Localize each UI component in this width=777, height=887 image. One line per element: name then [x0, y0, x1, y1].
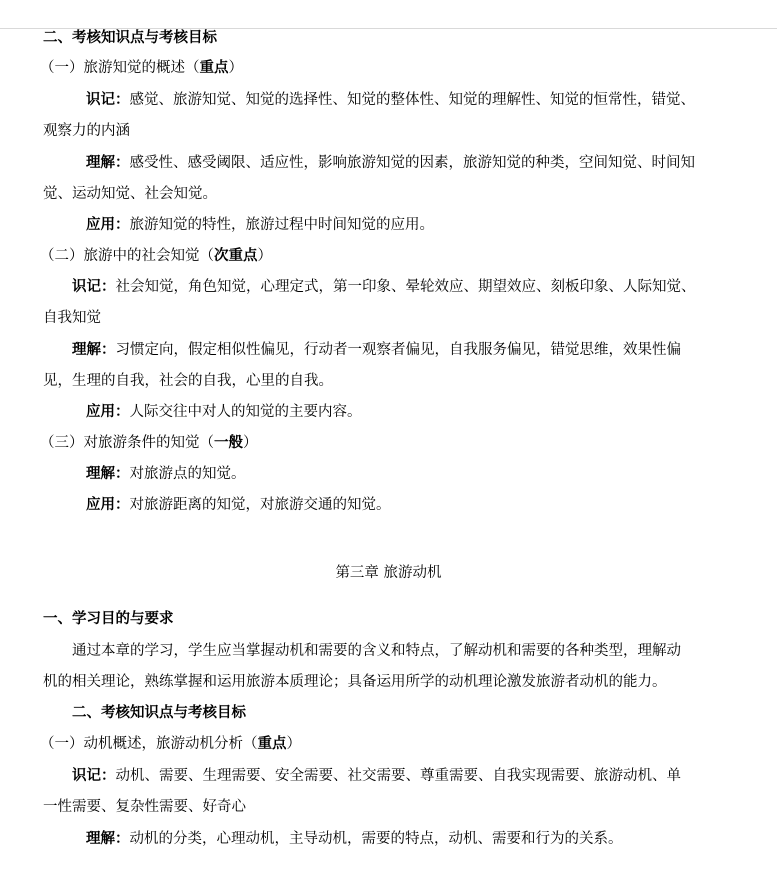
memorize-line [86, 90, 695, 110]
understand-label: 理解： [86, 465, 130, 482]
section-heading-assessment: 二、考核知识点与考核目标 [72, 704, 246, 721]
apply-text: 旅游知觉的特性，旅游过程中时间知觉的应用。 [129, 217, 434, 233]
understand-text: 习惯定向，假定相似性偏见，行动者一观察者偏见，自我服务偏见，错觉思维，效果性偏 [115, 342, 681, 358]
apply-label: 应用： [86, 403, 130, 420]
understand-continuation: 见，生理的自我，社会的自我，心里的自我。 [43, 373, 333, 389]
memorize-text: 感觉、旅游知觉、知觉的选择性、知觉的整体性、知觉的理解性、知觉的恒常性，错觉、 [129, 92, 695, 108]
subsection-heading-1 [40, 734, 301, 754]
understand-text: 对旅游点的知觉。 [129, 466, 246, 482]
memorize-line [72, 277, 696, 297]
importance-tag: 次重点 [214, 247, 258, 264]
apply-label: 应用： [86, 216, 130, 233]
subsection-heading-close: ） [257, 248, 272, 264]
subsection-heading-text: （一）旅游知觉的概述（ [40, 60, 200, 76]
subsection-heading-3 [40, 433, 258, 453]
subsection-heading-close: ） [228, 60, 243, 76]
apply-text: 人际交往中对人的知觉的主要内容。 [129, 404, 362, 420]
subsection-heading-2 [40, 246, 272, 266]
objectives-paragraph-continuation: 机的相关理论，熟练掌握和运用旅游本质理论；具备运用所学的动机理论激发旅游者动机的能力。 [43, 674, 667, 690]
subsection-heading-close: ） [243, 435, 258, 451]
subsection-heading-1 [40, 58, 243, 78]
understand-text: 感受性、感受阈限、适应性，影响旅游知觉的因素，旅游知觉的种类，空间知觉、时间知 [129, 155, 695, 171]
understand-line [86, 464, 246, 484]
importance-tag: 一般 [214, 434, 243, 451]
subsection-heading-text: （三）对旅游条件的知觉（ [40, 435, 214, 451]
memorize-text: 社会知觉，角色知觉，心理定式，第一印象、晕轮效应、期望效应、刻板印象、人际知觉、 [115, 279, 696, 295]
memorize-continuation: 自我知觉 [43, 310, 101, 326]
importance-tag: 重点 [257, 735, 287, 752]
importance-tag: 重点 [199, 59, 229, 76]
memorize-continuation: 观察力的内涵 [43, 123, 130, 139]
memorize-line [72, 766, 681, 786]
objectives-paragraph: 通过本章的学习，学生应当掌握动机和需要的含义和特点，了解动机和需要的各种类型，理解动 [72, 643, 681, 659]
apply-text: 对旅游距离的知觉，对旅游交通的知觉。 [129, 497, 391, 513]
apply-line [86, 402, 362, 422]
understand-text: 动机的分类，心理动机，主导动机，需要的特点，动机、需要和行为的关系。 [129, 831, 623, 847]
understand-line [72, 340, 681, 360]
subsection-heading-text: （一）动机概述，旅游动机分析（ [40, 736, 258, 752]
memorize-continuation: 一性需要、复杂性需要、好奇心 [43, 799, 246, 815]
subsection-heading-close: ） [286, 736, 301, 752]
subsection-heading-text: （二）旅游中的社会知觉（ [40, 248, 214, 264]
memorize-text: 动机、需要、生理需要、安全需要、社交需要、尊重需要、自我实现需要、旅游动机、单 [115, 768, 681, 784]
understand-continuation: 觉、运动知觉、社会知觉。 [43, 186, 217, 202]
understand-label: 理解： [86, 154, 130, 171]
memorize-label: 识记： [86, 91, 130, 108]
apply-line [86, 215, 434, 235]
apply-line [86, 495, 391, 515]
understand-label: 理解： [72, 341, 116, 358]
apply-label: 应用： [86, 496, 130, 513]
understand-line [86, 829, 623, 849]
understand-line [86, 153, 695, 173]
section-heading-objectives: 一、学习目的与要求 [43, 610, 174, 627]
chapter-title: 第三章 旅游动机 [335, 565, 442, 581]
section-heading-assessment: 二、考核知识点与考核目标 [43, 29, 217, 46]
memorize-label: 识记： [72, 278, 116, 295]
memorize-label: 识记： [72, 767, 116, 784]
understand-label: 理解： [86, 830, 130, 847]
